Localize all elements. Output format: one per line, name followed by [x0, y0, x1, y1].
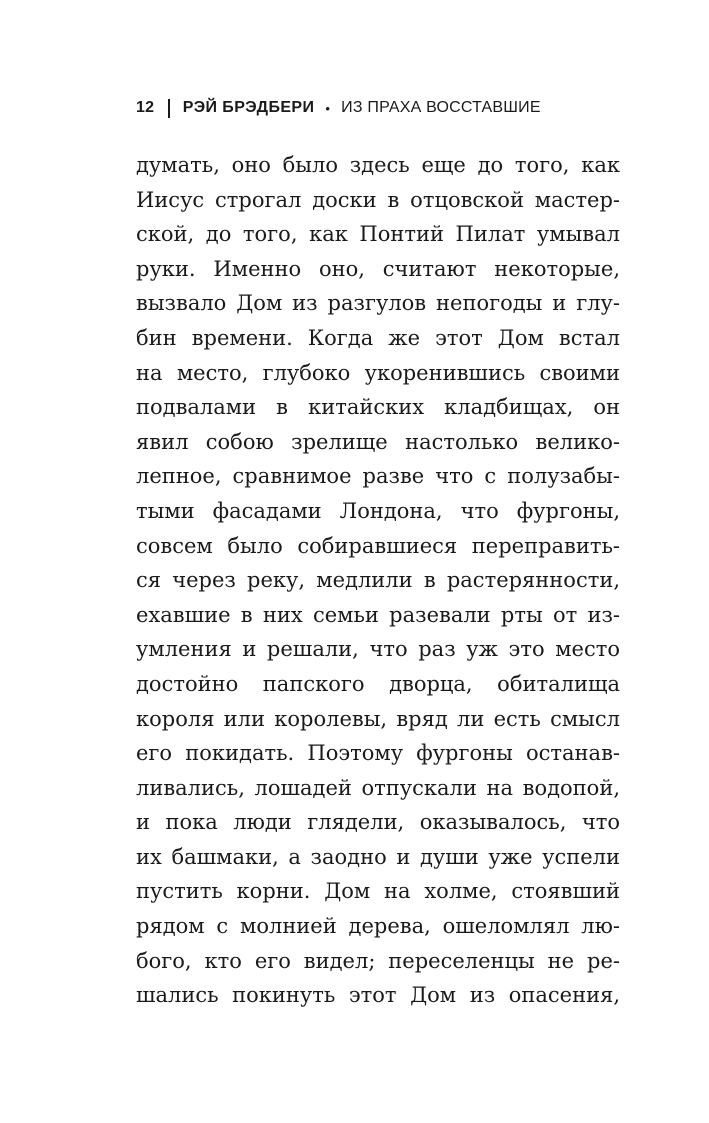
- text-line: явил собою зрелище настолько велико-: [136, 429, 620, 454]
- text-line: ской, до того, как Понтий Пилат умывал: [136, 222, 620, 247]
- text-line: тыми фасадами Лондона, что фургоны,: [136, 498, 620, 523]
- author-name: РЭЙ БРЭДБЕРИ: [182, 99, 315, 116]
- text-line: шались покинуть этот Дом из опасения,: [136, 983, 620, 1008]
- text-line: пустить корни. Дом на холме, стоявший: [136, 879, 620, 904]
- running-header: [136, 94, 541, 122]
- text-line: подвалами в китайских кладбищах, он: [136, 395, 620, 420]
- text-line: бин времени. Когда же этот Дом встал: [136, 325, 620, 350]
- text-line: их башмаки, а заодно и души уже успели: [136, 844, 620, 869]
- text-line: достойно папского дворца, обиталища: [136, 671, 620, 696]
- header-separator: [168, 99, 170, 118]
- text-line: совсем было собиравшиеся переправить-: [136, 533, 620, 558]
- text-line: лепное, сравнимое разве что с полузабы-: [136, 464, 620, 489]
- text-line: и пока люди глядели, оказывалось, что: [136, 810, 620, 835]
- text-line: Иисус строгал доски в отцовской мастер-: [136, 187, 620, 212]
- text-line: бого, кто его видел; переселенцы не ре-: [136, 948, 620, 973]
- text-line: его покидать. Поэтому фургоны останав-: [136, 741, 620, 766]
- text-line: руки. Именно оно, считают некоторые,: [136, 256, 620, 281]
- text-line: вызвало Дом из разгулов непогоды и глу-: [136, 291, 620, 316]
- text-line: умления и решали, что раз уж это место: [136, 637, 620, 662]
- text-line: ся через реку, медлили в растерянности,: [136, 568, 620, 593]
- text-line: ливались, лошадей отпускали на водопой,: [136, 775, 620, 800]
- text-line: рядом с молнией дерева, ошеломлял лю-: [136, 914, 620, 939]
- text-line: на место, глубоко укоренившись своими: [136, 360, 620, 385]
- text-line: ехавшие в них семьи разевали рты от из-: [136, 602, 620, 627]
- book-title: ИЗ ПРАХА ВОССТАВШИЕ: [341, 99, 541, 116]
- header-bullet: •: [325, 100, 331, 116]
- text-line: короля или королевы, вряд ли есть смысл: [136, 706, 620, 731]
- body-text: [136, 148, 620, 1013]
- text-line: думать, оно было здесь еще до того, как: [136, 153, 620, 177]
- page-number: 12: [136, 99, 155, 116]
